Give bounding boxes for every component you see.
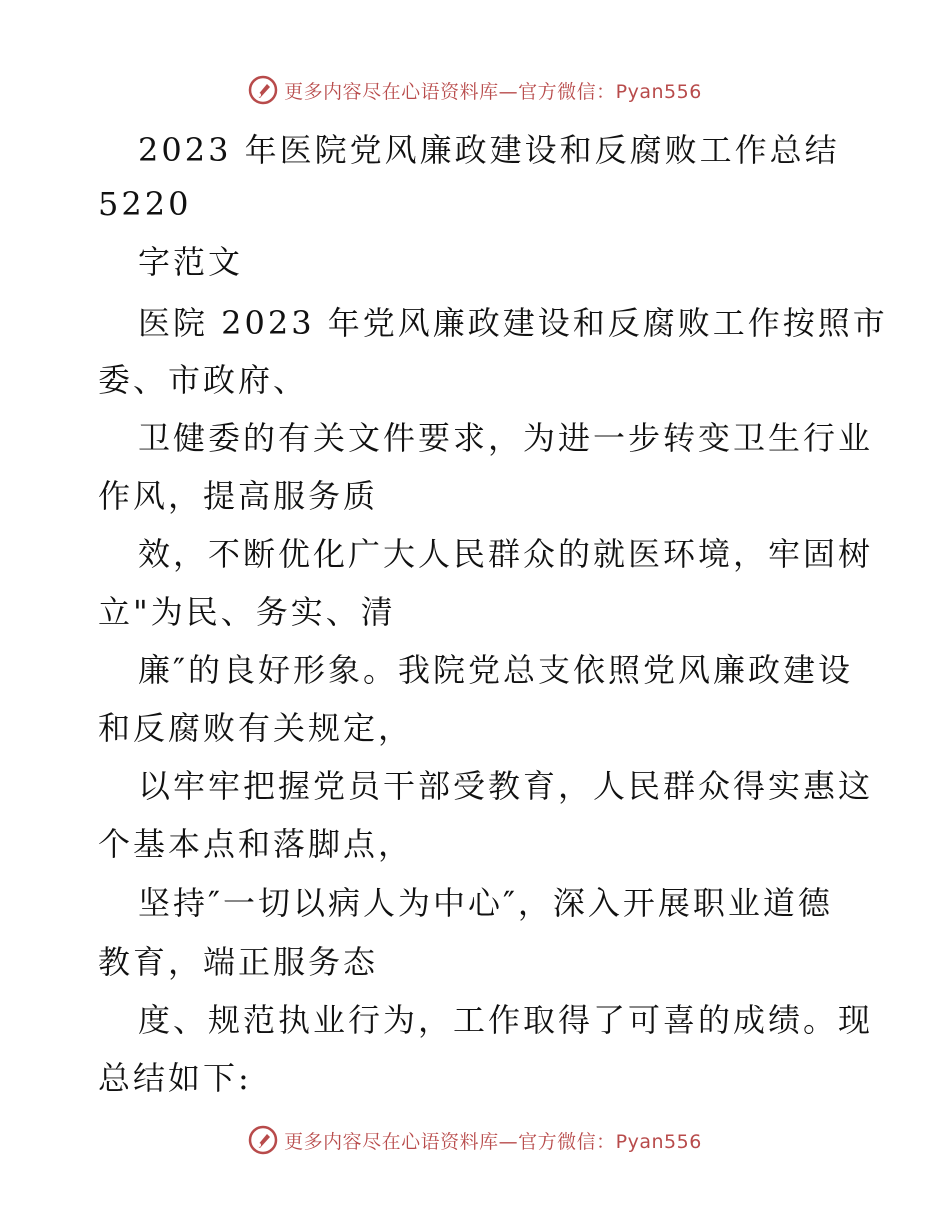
header-banner-text: 更多内容尽在心语资料库—官方微信：Pyan556 — [284, 80, 702, 103]
footer-banner-text: 更多内容尽在心语资料库—官方微信：Pyan556 — [284, 1130, 702, 1153]
doc-title-line-1: 2023 年医院党风廉政建设和反腐败工作总结 — [138, 131, 840, 169]
pen-nib-circle-icon — [248, 75, 278, 105]
pen-nib-circle-icon — [248, 1125, 278, 1155]
paragraph-line: 卫健委的有关文件要求，为进一步转变卫生行业 — [138, 419, 874, 457]
paragraph-line: 总结如下: — [98, 1059, 252, 1097]
paragraph-line: 医院 2023 年党风廉政建设和反腐败工作按照市 — [138, 304, 888, 342]
paragraph-line: 廉″的良好形象。我院党总支依照党风廉政建设 — [138, 651, 853, 689]
header-banner — [0, 70, 950, 110]
doc-subtitle: 字范文 — [138, 243, 244, 281]
paragraph-line: 和反腐败有关规定， — [98, 709, 414, 747]
paragraph-line: 立"为民、务实、清 — [98, 593, 396, 631]
paragraph-line: 个基本点和落脚点， — [98, 825, 414, 863]
paragraph-line: 度、规范执业行为，工作取得了可喜的成绩。现 — [138, 1001, 874, 1039]
paragraph-line: 委、市政府、 — [98, 361, 309, 399]
paragraph-line: 作风，提高服务质 — [98, 477, 379, 515]
paragraph-line: 坚持″一切以病人为中心″，深入开展职业道德 — [138, 884, 833, 922]
paragraph-line: 效，不断优化广大人民群众的就医环境，牢固树 — [138, 535, 874, 573]
paragraph-line: 以牢牢把握党员干部受教育，人民群众得实惠这 — [138, 767, 874, 805]
doc-title-line-2: 5220 — [98, 185, 192, 223]
footer-banner — [0, 1120, 950, 1160]
paragraph-line: 教育，端正服务态 — [98, 943, 379, 981]
